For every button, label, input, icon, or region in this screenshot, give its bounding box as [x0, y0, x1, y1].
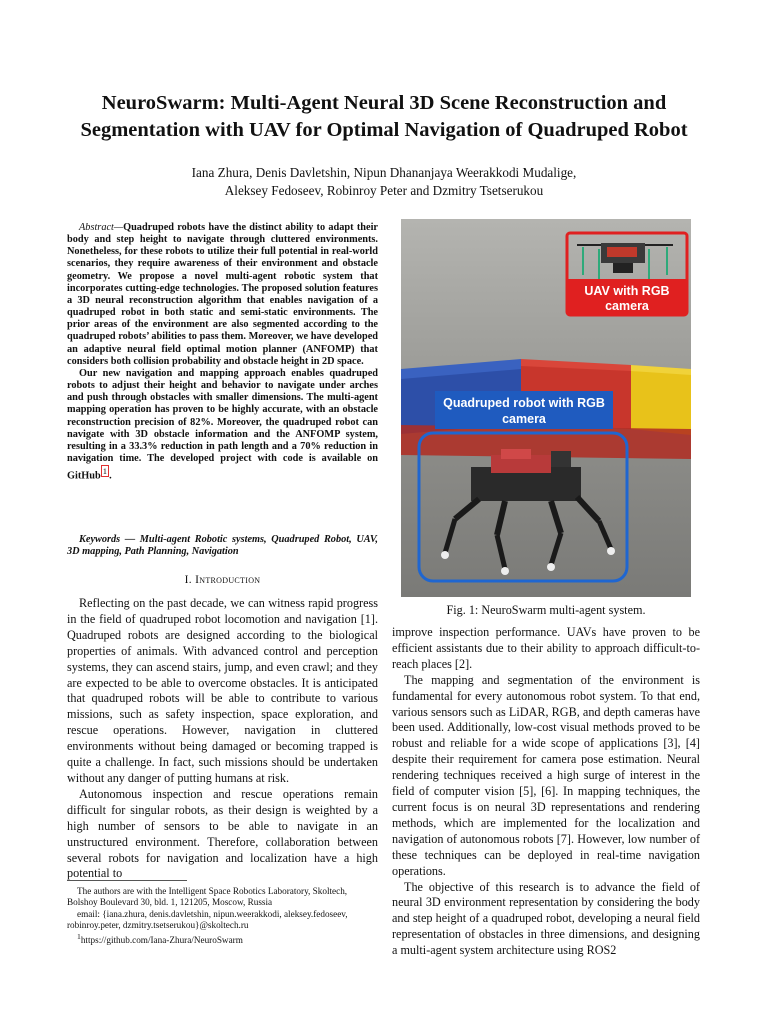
mat-yellow — [631, 369, 691, 435]
footnote-email: email: {iana.zhura, denis.davletshin, nipun.weerakkodi, aleksey.fedoseev, robinroy.peter, dzmitry.tsetserukou}@skoltech.ru — [67, 908, 348, 930]
authors-line-2: Aleksey Fedoseev, Robinroy Peter and Dzmitry Tsetserukou — [224, 183, 544, 198]
keywords — [67, 534, 378, 558]
uav-label-line-1: UAV with RGB — [584, 284, 670, 298]
footnote-divider — [67, 880, 187, 881]
section-title: Introduction — [195, 574, 261, 586]
quad-label-line-2: camera — [502, 412, 546, 426]
keywords-label: Keywords — — [79, 534, 140, 545]
figure-caption: Fig. 1: NeuroSwarm multi-agent system. — [446, 603, 646, 617]
mat-red-lower — [401, 425, 691, 459]
intro-right-column — [392, 625, 700, 959]
abstract-dash: — — [113, 222, 124, 233]
abstract-end: . — [109, 470, 112, 482]
intro-right-paragraph-2: The mapping and segmentation of the environment is fundamental for every autonomous robot system. To that end, various sensors such as LiDAR, RGB, and depth cameras have been used. Additionally, low-cost visual methods proved to be robust and reliable for a wide scope of applications [3], [4] despite their requirement for camera pose estimation. Neural rendering techniques received a high surge of interest in the field of computer vision [5], [6]. In mapping techniques, the current focus is on neural 3D representations and rendering methods, which are implemented for the localization and navigation of autonomous robots [7]. However, low number of these techniques can be deployed in real-time navigation operations. — [392, 672, 700, 878]
abstract-lead: Abstract — [79, 222, 114, 233]
footnote-affiliation: The authors are with the Intelligent Space Robotics Laboratory, Skoltech, Bolshoy Boulevard 30, bld. 1, 121205, Moscow, Russia — [67, 886, 348, 908]
quad-label-line-1: Quadruped robot with RGB — [443, 396, 605, 410]
section-number: I. — [184, 574, 196, 586]
footnotes — [67, 886, 378, 947]
keywords-text: Multi-agent Robotic systems, Quadruped Robot, UAV, 3D mapping, Path Planning, Navigation — [67, 534, 378, 558]
intro-right-paragraph-3: The objective of this research is to advance the field of neural 3D environment representation by considering the body and step height of a quadruped robot, developing a neural field representation of obstacles in three dimensions, and designing a multi-agent system architecture using ROS2 — [392, 879, 700, 958]
uav-label-line-2: camera — [605, 299, 649, 313]
figure-illustration — [401, 219, 691, 597]
footnote-number: 1 — [77, 932, 81, 942]
abstract-text-1: Quadruped robots have the distinct ability to adapt their body and step height to navigate through cluttered environments. Nonetheless, for these robots to utilize their full potential in real-world scenarios, they require awareness of their environment and obstacle geometry. We propose a novel multi-agent robotic system that incorporates cutting-edge technologies. The proposed solution features a 3D neural reconstruction algorithm that enables navigation of a quadruped robot in both static and semi-static environments. The prior areas of the environment are also segmented according to the quadruped robots’ abilities to pass them. Moreover, we have developed an adaptive neural field optimal motion planner (ANFOMP) that considers both collision probability and obstacle height in 2D space. — [67, 222, 378, 367]
abstract-paragraph-1 — [67, 222, 378, 368]
abstract-text-2: Our new navigation and mapping approach enables quadruped robots to adjust their height and behavior to navigate under arches and push through obstacles with smaller dimensions. The multi-agent mapping operation has proven to be highly accurate, with an obstacle reconstruction precision of 82%. Moreover, the quadruped robot can navigate with 3D obstacle information and the ANFOMP system, resulting in a 33.3% reduction in path length and a 70% reduction in navigation time. The developed project with code is available on GitHub — [67, 367, 378, 482]
author-list — [60, 164, 708, 200]
github-footnote-link[interactable]: 1 — [102, 466, 108, 477]
intro-left-column — [67, 596, 378, 882]
intro-paragraph-2: Autonomous inspection and rescue operations remain difficult for singular robots, as their design is weighted by a high number of sensors to be able to navigate in an unstructured environment. Therefore, collaboration between several robots for navigation and localization have a high potential to — [67, 786, 378, 881]
abstract — [67, 222, 378, 483]
figure-1-photo — [401, 219, 691, 597]
authors-line-1: Iana Zhura, Denis Davletshin, Nipun Dhananjaya Weerakkodi Mudalige, — [191, 165, 577, 180]
title-line-2: Segmentation with UAV for Optimal Navigation of Quadruped Robot — [80, 119, 688, 141]
section-heading-introduction — [67, 574, 378, 586]
footnote-github — [67, 931, 378, 946]
title-line-1: NeuroSwarm: Multi-Agent Neural 3D Scene Reconstruction and — [101, 92, 667, 114]
intro-right-paragraph-1: improve inspection performance. UAVs have proven to be efficient assistants due to their ability to approach difficult-to-reach places [2]. — [392, 625, 700, 671]
intro-paragraph-1: Reflecting on the past decade, we can witness rapid progress in the field of quadruped robot locomotion and navigation [1]. Quadruped robots are designed according to the biological properties of animals. With advanced control and perception systems, they can ascend stairs, jump, and even crawl; and they are expected to be able to overcome obstacles. It is anticipated that quadruped robots will be able to contribute to various missions, such as safety inspection, space exploration, and rescue operations. However, navigation in cluttered environments without being damaged or becoming trapped is quite a challenge. In fact, such missions should be undertaken without any danger of putting humans at risk. — [67, 596, 378, 785]
abstract-paragraph-2 — [67, 368, 378, 483]
footnote-url[interactable]: https://github.com/Iana-Zhura/NeuroSwarm — [80, 935, 243, 946]
paper-title — [40, 90, 728, 144]
